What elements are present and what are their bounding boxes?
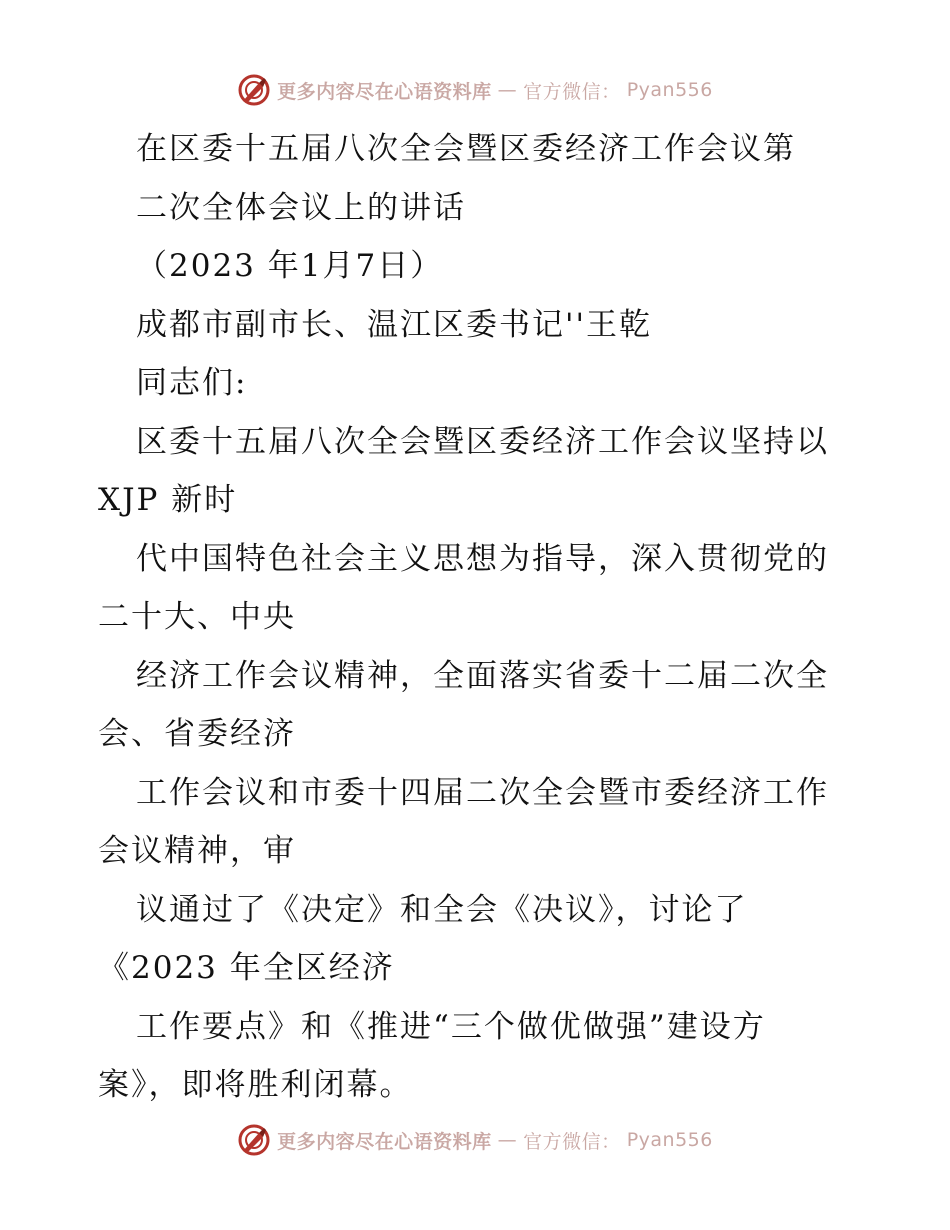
paragraph-line: 经济工作会议精神，全面落实省委十二届二次全 (136, 657, 829, 694)
paragraph-line: 案》，即将胜利闭幕。 (98, 1067, 413, 1103)
watermark-brand: 更多内容尽在心语资料库 (277, 1130, 492, 1153)
speaker-line: 成都市副市长、温江区委书记''王乾 (136, 306, 653, 343)
paragraph-line: 会、省委经济 (98, 716, 296, 752)
paragraph-line: 区委十五届八次全会暨区委经济工作会议坚持以 (136, 423, 829, 460)
pen-nib-seal-icon (237, 73, 271, 107)
watermark-header (0, 70, 950, 110)
document-body (98, 120, 858, 1115)
paragraph-line: 议通过了《决定》和全会《决议》，讨论了 (136, 891, 748, 928)
salutation-line: 同志们: (136, 365, 248, 401)
paragraph-line: 二十大、中央 (98, 599, 296, 635)
paragraph-line: 工作会议和市委十四届二次全会暨市委经济工作 (136, 774, 829, 811)
watermark-wechat-id: Pyan556 (626, 79, 713, 101)
watermark-wechat-id: Pyan556 (626, 1129, 713, 1151)
paragraph-line: 《2023 年全区经济 (98, 950, 395, 986)
date-line: （2023 年1月7日） (136, 248, 444, 284)
paragraph-line: 会议精神，审 (98, 833, 296, 869)
title-line: 二次全体会议上的讲话 (136, 189, 466, 226)
watermark-separator: — (497, 79, 518, 101)
pen-nib-seal-icon (237, 1123, 271, 1157)
watermark-official-label: 官方微信： (523, 80, 621, 103)
watermark-separator: — (497, 1129, 518, 1151)
watermark-official-label: 官方微信： (523, 1130, 621, 1153)
watermark-footer (0, 1120, 950, 1160)
paragraph-line: XJP 新时 (98, 482, 238, 518)
paragraph-line: 工作要点》和《推进“三个做优做强”建设方 (136, 1008, 766, 1045)
title-line: 在区委十五届八次全会暨区委经济工作会议第 (136, 131, 796, 167)
watermark-brand: 更多内容尽在心语资料库 (277, 80, 492, 103)
paragraph-line: 代中国特色社会主义思想为指导，深入贯彻党的 (136, 540, 829, 577)
